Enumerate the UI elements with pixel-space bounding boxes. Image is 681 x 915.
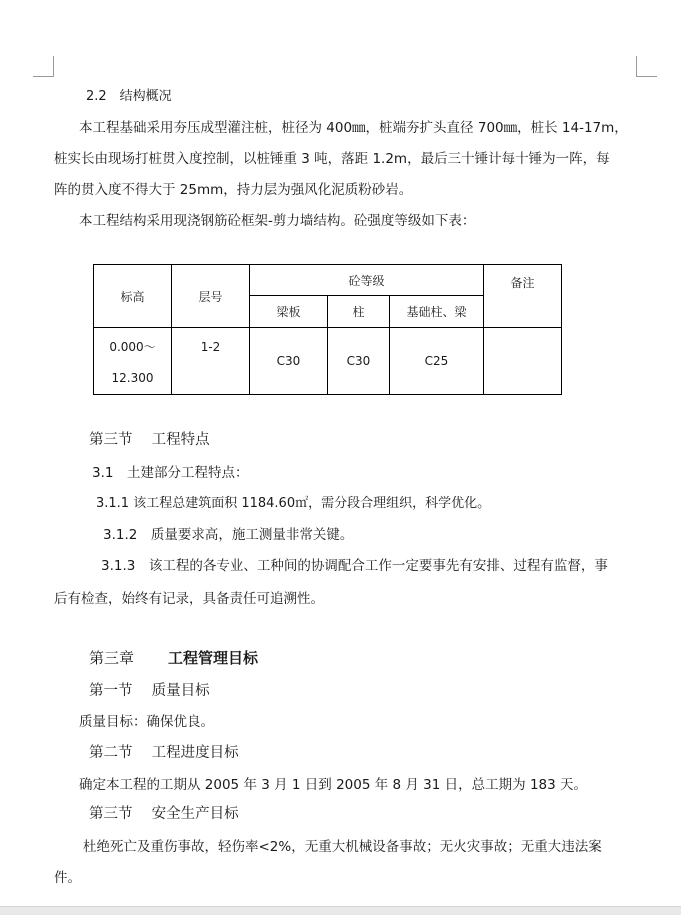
item-3-1-3-line-2: 后有检查，始终有记录，具备责任可追溯性。	[54, 591, 324, 607]
cell-beam-slab: C30	[250, 328, 328, 395]
schedule-target-text: 确定本工程的工期从 2005 年 3 月 1 日到 2005 年 8 月 31 日，总工期为 183 天。	[79, 777, 588, 793]
quality-target-heading: 第一节 质量目标	[89, 683, 210, 699]
cell-elevation-bottom: 12.300	[111, 371, 154, 385]
cell-elevation-top: 0.000～	[109, 340, 156, 354]
cell-elevation	[94, 328, 172, 395]
header-remark: 备注	[484, 265, 562, 328]
schedule-target-heading: 第二节 工程进度目标	[89, 745, 239, 761]
safety-target-text-line-1: 杜绝死亡及重伤事故，轻伤率<2%，无重大机械设备事故；无火灾事故；无重大违法案	[83, 839, 602, 855]
safety-target-text-line-2: 件。	[54, 870, 81, 886]
crop-mark-top-right	[636, 56, 657, 77]
item-3-1-1: 3.1.1 该工程总建筑面积 1184.60㎡，需分段合理组织，科学优化。	[96, 496, 491, 511]
paragraph-foundation-line-2: 桩实长由现场打桩贯入度控制，以桩锤重 3 吨，落距 1.2m，最后三十锤计每十锤为一阵，每	[54, 151, 610, 167]
header-concrete-grade: 砼等级	[250, 265, 484, 296]
safety-target-heading: 第三节 安全生产目标	[89, 806, 239, 822]
cell-foundation: C25	[390, 328, 484, 395]
concrete-grade-table	[93, 264, 562, 395]
paragraph-foundation-line-3: 阵的贯入度不得大于 25mm，持力层为强风化泥质粉砂岩。	[54, 182, 413, 198]
item-3-1-3-line-1: 3.1.3 该工程的各专业、工种间的协调配合工作一定要事先有安排、过程有监督，事	[101, 558, 608, 574]
section-3-heading: 第三节 工程特点	[89, 432, 210, 448]
header-elevation: 标高	[94, 265, 172, 328]
subheader-column: 柱	[328, 296, 390, 328]
subheader-beam-slab: 梁板	[250, 296, 328, 328]
quality-target-text: 质量目标：确保优良。	[79, 714, 214, 730]
item-3-1-2: 3.1.2 质量要求高，施工测量非常关键。	[103, 527, 354, 543]
paragraph-foundation-line-1: 本工程基础采用夯压成型灌注桩，桩径为 400㎜，桩端夯扩头直径 700㎜，桩长 14-17m，	[79, 120, 628, 136]
cell-floor: 1-2	[172, 328, 250, 395]
cell-column: C30	[328, 328, 390, 395]
cell-remark	[484, 328, 562, 395]
chapter-3-title: 工程管理目标	[168, 649, 259, 667]
crop-mark-top-left	[33, 56, 54, 77]
subheader-foundation: 基础柱、梁	[390, 296, 484, 328]
chapter-3-label: 第三章	[89, 649, 135, 667]
header-floor: 层号	[172, 265, 250, 328]
paragraph-structure: 本工程结构采用现浇钢筋砼框架-剪力墙结构。砼强度等级如下表：	[79, 213, 476, 229]
subsection-3-1: 3.1 土建部分工程特点：	[92, 465, 249, 481]
section-2-2-heading: 2.2 结构概况	[86, 89, 172, 104]
